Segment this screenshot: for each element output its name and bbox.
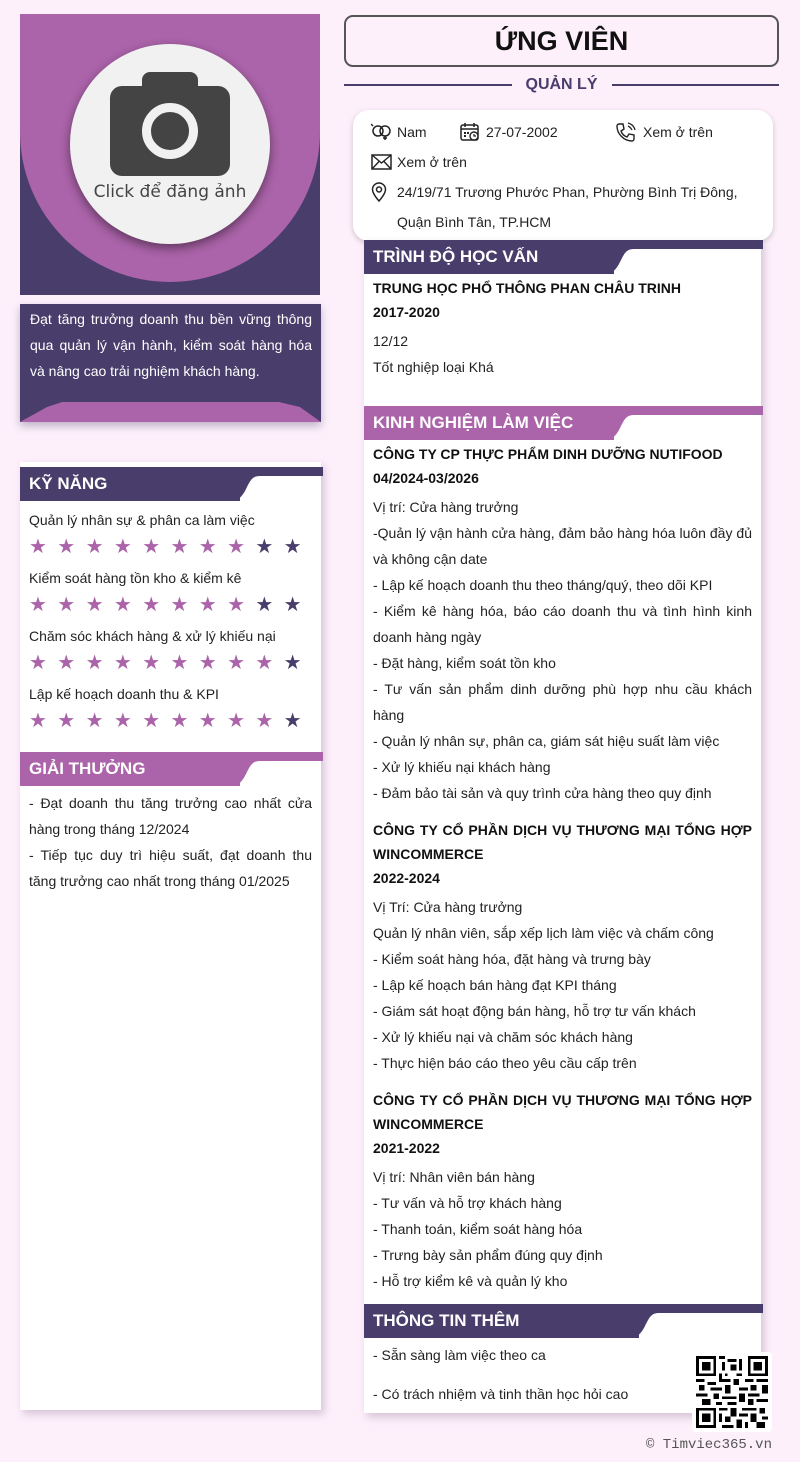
star-icon[interactable]: ★	[29, 536, 47, 558]
star-icon[interactable]: ★	[227, 536, 246, 558]
star-icon[interactable]: ★	[113, 652, 132, 674]
job-description-line[interactable]: - Đảm bảo tài sản và quy trình cửa hàng theo quy định	[373, 785, 712, 801]
education-header	[364, 240, 763, 274]
star-icon[interactable]: ★	[142, 536, 161, 558]
job-description-line[interactable]: Vị trí: Nhân viên bán hàng	[373, 1169, 535, 1185]
gender-value[interactable]: Nam	[397, 124, 427, 140]
phone-value[interactable]: Xem ở trên	[643, 124, 713, 140]
star-icon[interactable]: ★	[29, 652, 47, 674]
star-icon[interactable]: ★	[113, 710, 132, 732]
header-curve-decoration	[604, 406, 654, 440]
star-icon[interactable]: ★	[29, 710, 47, 732]
star-icon[interactable]: ★	[227, 652, 246, 674]
school-name[interactable]: TRUNG HỌC PHỔ THÔNG PHAN CHÂU TRINH	[373, 280, 681, 296]
star-icon[interactable]: ★	[198, 536, 217, 558]
job-description-line[interactable]: - Lập kế hoạch doanh thu theo tháng/quý, theo dõi KPI	[373, 577, 713, 593]
camera-icon	[110, 72, 230, 176]
location-pin-icon	[371, 182, 397, 202]
additional-info-title: THÔNG TIN THÊM	[364, 1304, 639, 1338]
job-description-line[interactable]: - Xử lý khiếu nại khách hàng	[373, 759, 551, 775]
job-description-line[interactable]: - Lập kế hoạch bán hàng đạt KPI tháng	[373, 977, 617, 993]
skill-name[interactable]: Kiểm soát hàng tồn kho & kiểm kê	[29, 570, 242, 586]
star-icon[interactable]: ★	[113, 594, 132, 616]
calendar-icon	[460, 122, 486, 142]
additional-info-item[interactable]: - Sẵn sàng làm việc theo ca	[373, 1347, 546, 1363]
job-description-line[interactable]: - Trưng bày sản phẩm đúng quy định	[373, 1247, 603, 1263]
star-icon[interactable]: ★	[255, 652, 274, 674]
gender-icon	[371, 123, 397, 141]
star-icon[interactable]: ★	[142, 594, 161, 616]
email-value[interactable]: Xem ở trên	[397, 154, 467, 170]
job-description-line[interactable]: - Thanh toán, kiểm soát hàng hóa	[373, 1221, 583, 1237]
birthday-value[interactable]: 27-07-2002	[486, 124, 558, 140]
experience-list	[364, 442, 761, 1294]
career-objective	[20, 304, 321, 422]
star-icon[interactable]: ★	[283, 652, 302, 674]
job-description-line[interactable]: - Kiểm kê hàng hóa, báo cáo doanh thu và tình hình kinh doanh hàng ngày	[373, 603, 752, 645]
job-period[interactable]: 2022-2024	[373, 870, 440, 886]
job-description-line[interactable]: - Thực hiện báo cáo theo yêu cầu cấp trên	[373, 1055, 637, 1071]
job-period[interactable]: 04/2024-03/2026	[373, 470, 479, 486]
education-detail[interactable]: 12/12	[373, 333, 409, 349]
upload-photo-label: Click để đăng ảnh	[93, 182, 247, 202]
objective-text[interactable]: Đạt tăng trưởng doanh thu bền vững thông qua quản lý vận hành, kiểm soát hàng hóa và nâng cao trải nghiệm khách hàng.	[30, 311, 312, 379]
education-section	[364, 274, 761, 380]
star-icon[interactable]: ★	[283, 710, 302, 732]
star-icon[interactable]: ★	[85, 710, 104, 732]
awards-header	[20, 752, 323, 786]
star-icon[interactable]: ★	[57, 536, 76, 558]
left-card	[20, 462, 321, 1410]
skills-title: KỸ NĂNG	[20, 467, 240, 501]
education-period[interactable]: 2017-2020	[373, 304, 440, 320]
star-icon[interactable]: ★	[255, 710, 274, 732]
experience-header	[364, 406, 763, 440]
skills-header	[20, 467, 323, 501]
job-entry	[373, 818, 752, 1076]
star-icon[interactable]: ★	[227, 594, 246, 616]
award-item[interactable]: - Đạt doanh thu tăng trưởng cao nhất cửa hàng trong tháng 12/2024	[29, 795, 312, 837]
education-title: TRÌNH ĐỘ HỌC VẤN	[364, 240, 614, 274]
star-icon[interactable]: ★	[198, 710, 217, 732]
email-icon	[371, 154, 397, 170]
job-period[interactable]: 2021-2022	[373, 1140, 440, 1156]
star-icon[interactable]: ★	[57, 710, 76, 732]
skill-item	[20, 567, 321, 617]
education-detail[interactable]: Tốt nghiệp loại Khá	[373, 359, 494, 375]
job-entry	[373, 442, 752, 806]
job-description-line[interactable]: - Kiểm soát hàng hóa, đặt hàng và trưng bày	[373, 951, 651, 967]
skill-item	[20, 683, 321, 733]
star-icon[interactable]: ★	[198, 652, 217, 674]
star-icon[interactable]: ★	[113, 536, 132, 558]
header-curve-decoration	[230, 752, 280, 786]
skill-item	[20, 625, 321, 675]
skill-item	[20, 509, 321, 559]
award-item[interactable]: - Tiếp tục duy trì hiệu suất, đạt doanh thu tăng trưởng cao nhất trong tháng 01/2025	[29, 847, 312, 889]
job-title[interactable]: QUẢN LÝ	[512, 76, 612, 93]
right-card	[364, 240, 761, 1413]
star-icon[interactable]: ★	[170, 652, 189, 674]
header-curve-decoration	[604, 240, 654, 274]
star-icon[interactable]: ★	[142, 710, 161, 732]
star-icon[interactable]: ★	[170, 710, 189, 732]
star-icon[interactable]: ★	[85, 652, 104, 674]
address-line1[interactable]: 24/19/71 Trương Phước Phan, Phường Bình Trị Đông,	[397, 184, 738, 200]
skill-name[interactable]: Chăm sóc khách hàng & xử lý khiếu nại	[29, 628, 276, 644]
skill-name[interactable]: Quản lý nhân sự & phân ca làm việc	[29, 512, 255, 528]
upload-photo-button[interactable]	[70, 44, 270, 244]
additional-info-header	[364, 1304, 763, 1338]
header-curve-decoration	[629, 1304, 679, 1338]
qr-code	[692, 1352, 772, 1432]
job-title-row	[344, 74, 779, 96]
star-icon[interactable]: ★	[85, 594, 104, 616]
star-icon[interactable]: ★	[255, 536, 274, 558]
skill-rating[interactable]	[29, 535, 312, 559]
job-description-line[interactable]: - Tư vấn sản phẩm dinh dưỡng phù hợp nhu cầu khách hàng	[373, 681, 752, 723]
job-description-line[interactable]: Quản lý nhân viên, sắp xếp lịch làm việc và chấm công	[373, 925, 714, 941]
star-icon[interactable]: ★	[29, 594, 47, 616]
company-name[interactable]: CÔNG TY CỔ PHẦN DỊCH VỤ THƯƠNG MẠI TỔNG HỢP WINCOMMERCE	[373, 1092, 752, 1132]
job-description-line[interactable]: - Tư vấn và hỗ trợ khách hàng	[373, 1195, 562, 1211]
star-icon[interactable]: ★	[170, 594, 189, 616]
star-icon[interactable]: ★	[255, 594, 274, 616]
job-description-line[interactable]: -Quản lý vận hành cửa hàng, đảm bảo hàng hóa luôn đầy đủ và không cận date	[373, 525, 752, 567]
star-icon[interactable]: ★	[57, 594, 76, 616]
skills-list	[20, 509, 321, 733]
job-description-line[interactable]: - Đặt hàng, kiểm soát tồn kho	[373, 655, 556, 671]
company-name[interactable]: CÔNG TY CỔ PHẦN DỊCH VỤ THƯƠNG MẠI TỔNG HỢP WINCOMMERCE	[373, 822, 752, 862]
job-description-line[interactable]: - Hỗ trợ kiểm kê và quản lý kho	[373, 1273, 568, 1289]
skill-rating[interactable]	[29, 593, 312, 617]
job-description-line[interactable]: - Giám sát hoạt động bán hàng, hỗ trợ tư vấn khách	[373, 1003, 696, 1019]
star-icon[interactable]: ★	[227, 710, 246, 732]
header-curve-decoration	[230, 467, 280, 501]
job-description-line[interactable]: - Quản lý nhân sự, phân ca, giám sát hiệu suất làm việc	[373, 733, 720, 749]
job-description-line[interactable]: Vị trí: Cửa hàng trưởng	[373, 499, 519, 515]
company-name[interactable]: CÔNG TY CP THỰC PHẨM DINH DƯỠNG NUTIFOOD	[373, 446, 723, 462]
candidate-name[interactable]: ỨNG VIÊN	[344, 15, 779, 67]
avatar-panel	[20, 14, 320, 295]
job-description-line[interactable]: Vị Trí: Cửa hàng trưởng	[373, 899, 523, 915]
job-description-line[interactable]: - Xử lý khiếu nại và chăm sóc khách hàng	[373, 1029, 633, 1045]
awards-title: GIẢI THƯỞNG	[20, 752, 240, 786]
additional-info-item[interactable]: - Có trách nhiệm và tinh thần học hỏi cao	[373, 1386, 629, 1402]
copyright: © Timviec365.vn	[645, 1437, 772, 1453]
star-icon[interactable]: ★	[57, 652, 76, 674]
contact-card	[353, 110, 773, 241]
star-icon[interactable]: ★	[198, 594, 217, 616]
experience-title: KINH NGHIỆM LÀM VIỆC	[364, 406, 614, 440]
job-entry	[373, 1088, 752, 1294]
awards-list	[20, 786, 321, 894]
phone-icon	[615, 122, 643, 142]
star-icon[interactable]: ★	[283, 536, 302, 558]
address-line2[interactable]: Quận Bình Tân, TP.HCM	[397, 214, 552, 230]
skill-rating[interactable]	[29, 651, 312, 675]
star-icon[interactable]: ★	[142, 652, 161, 674]
skill-rating[interactable]	[29, 709, 312, 733]
skill-name[interactable]: Lập kế hoạch doanh thu & KPI	[29, 686, 219, 702]
star-icon[interactable]: ★	[170, 536, 189, 558]
star-icon[interactable]: ★	[85, 536, 104, 558]
star-icon[interactable]: ★	[283, 594, 302, 616]
objective-wave-decoration	[20, 402, 321, 422]
